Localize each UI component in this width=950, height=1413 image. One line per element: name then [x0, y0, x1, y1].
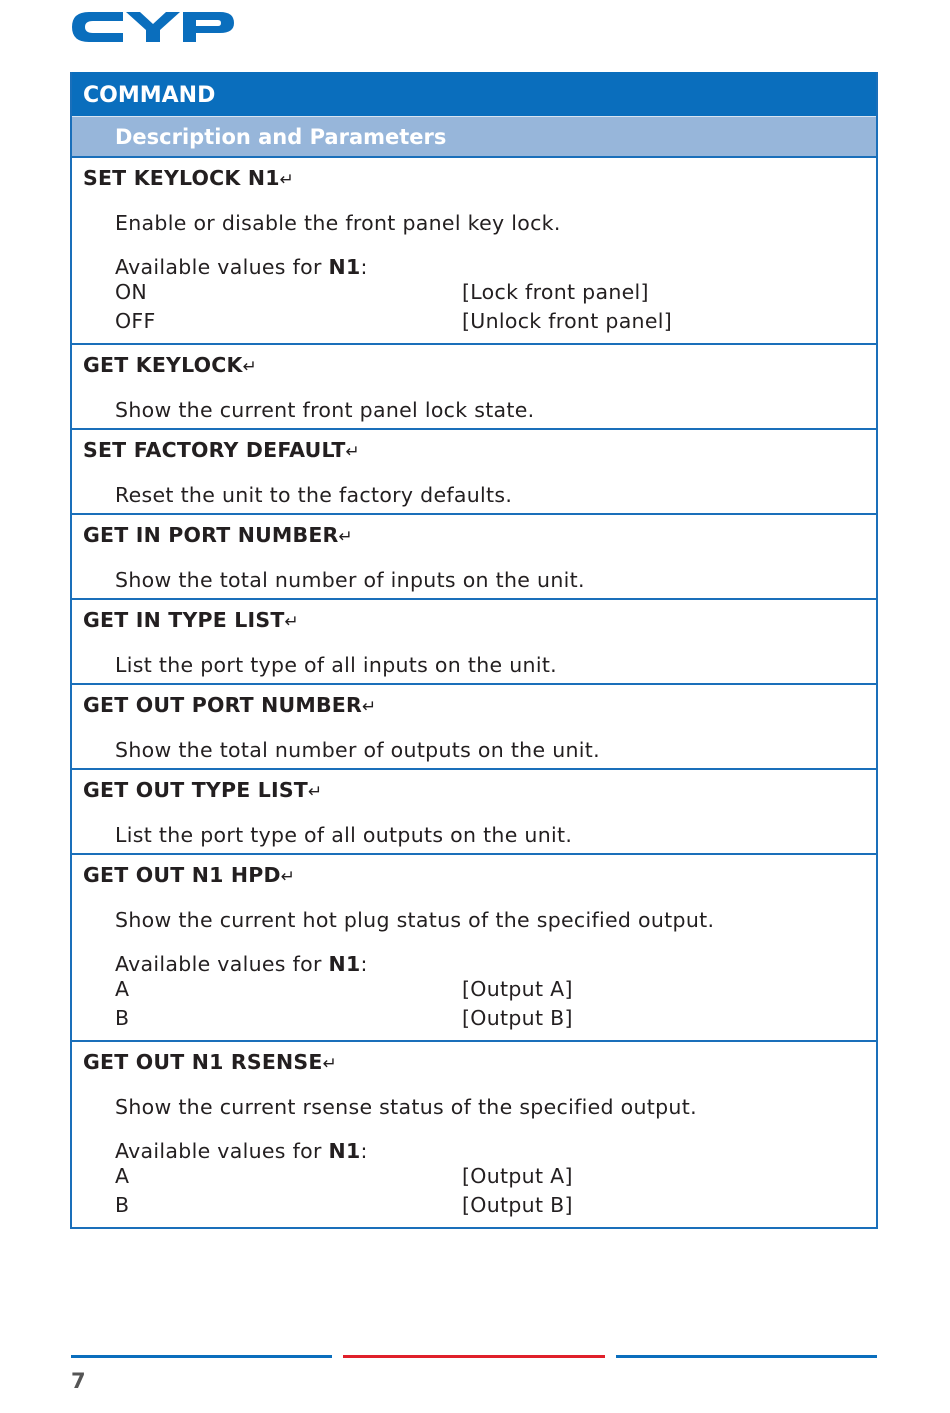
command-text: GET OUT TYPE LIST	[83, 778, 308, 802]
value-key: A	[115, 977, 130, 1001]
return-icon: ↵	[338, 527, 353, 547]
command-row	[72, 598, 876, 683]
value-description: [Lock front panel]	[462, 280, 649, 304]
command-description: Show the current front panel lock state.	[115, 398, 535, 422]
param-name: N1	[328, 255, 361, 279]
available-values-intro: Available values for	[115, 952, 329, 976]
available-values-intro: Available values for	[115, 255, 329, 279]
command-row	[72, 768, 876, 853]
available-values-label	[72, 1140, 876, 1162]
command-description: Show the total number of outputs on the unit.	[115, 738, 600, 762]
command-text: GET IN TYPE LIST	[83, 608, 285, 632]
value-row	[72, 1162, 876, 1191]
command-name	[72, 354, 876, 378]
value-row	[72, 1191, 876, 1220]
command-description: List the port type of all outputs on the unit.	[115, 823, 573, 847]
page-number: 7	[71, 1369, 86, 1393]
command-row	[72, 853, 876, 1040]
return-icon: ↵	[242, 357, 258, 377]
command-text: SET FACTORY DEFAULT	[83, 438, 346, 462]
command-text: GET OUT N1 RSENSE	[83, 1050, 323, 1074]
command-name	[72, 167, 876, 191]
value-key: A	[115, 1164, 130, 1188]
command-description: Enable or disable the front panel key lock.	[115, 211, 561, 235]
command-row	[72, 428, 876, 513]
command-name	[72, 694, 876, 718]
param-suffix: :	[360, 1139, 368, 1163]
value-row	[72, 307, 876, 336]
command-name	[72, 439, 876, 463]
value-description: [Unlock front panel]	[462, 309, 673, 333]
table-subheader: Description and Parameters	[72, 117, 876, 156]
return-icon: ↵	[345, 442, 360, 462]
value-key: OFF	[115, 309, 156, 333]
command-row	[72, 156, 876, 343]
available-values-label	[72, 256, 876, 278]
command-name	[72, 779, 876, 803]
value-description: [Output A]	[462, 1164, 573, 1188]
param-suffix: :	[360, 255, 368, 279]
command-row	[72, 343, 876, 428]
param-name: N1	[328, 952, 361, 976]
value-key: ON	[115, 280, 148, 304]
command-description: Show the current rsense status of the specified output.	[115, 1095, 697, 1119]
return-icon: ↵	[279, 170, 295, 190]
command-text: SET KEYLOCK N1	[83, 166, 280, 190]
value-key: B	[115, 1006, 130, 1030]
param-name: N1	[328, 1139, 361, 1163]
command-description: List the port type of all inputs on the unit.	[115, 653, 557, 677]
command-name	[72, 524, 876, 548]
command-row	[72, 1040, 876, 1227]
value-row	[72, 975, 876, 1004]
command-row	[72, 513, 876, 598]
return-icon: ↵	[322, 1054, 338, 1074]
command-name	[72, 1051, 876, 1075]
value-description: [Output B]	[462, 1193, 573, 1217]
cyp-logo	[71, 9, 236, 45]
command-description: Show the total number of inputs on the unit.	[115, 568, 585, 592]
command-table	[70, 72, 878, 1229]
command-text: GET IN PORT NUMBER	[83, 523, 339, 547]
value-row	[72, 1004, 876, 1033]
return-icon: ↵	[307, 782, 323, 802]
command-text: GET KEYLOCK	[83, 353, 243, 377]
value-description: [Output B]	[462, 1006, 573, 1030]
return-icon: ↵	[362, 697, 377, 717]
command-text: GET OUT N1 HPD	[83, 863, 281, 887]
command-rows	[72, 156, 876, 1227]
command-description: Reset the unit to the factory defaults.	[115, 483, 513, 507]
available-values-label	[72, 953, 876, 975]
command-row	[72, 683, 876, 768]
command-description: Show the current hot plug status of the specified output.	[115, 908, 715, 932]
value-row	[72, 278, 876, 307]
command-text: GET OUT PORT NUMBER	[83, 693, 362, 717]
available-values-intro: Available values for	[115, 1139, 329, 1163]
footer-rule	[71, 1355, 877, 1358]
param-suffix: :	[360, 952, 368, 976]
return-icon: ↵	[284, 612, 299, 632]
value-key: B	[115, 1193, 130, 1217]
table-header: COMMAND	[72, 72, 876, 117]
command-name	[72, 864, 876, 888]
value-description: [Output A]	[462, 977, 573, 1001]
return-icon: ↵	[280, 867, 296, 887]
command-name	[72, 609, 876, 633]
